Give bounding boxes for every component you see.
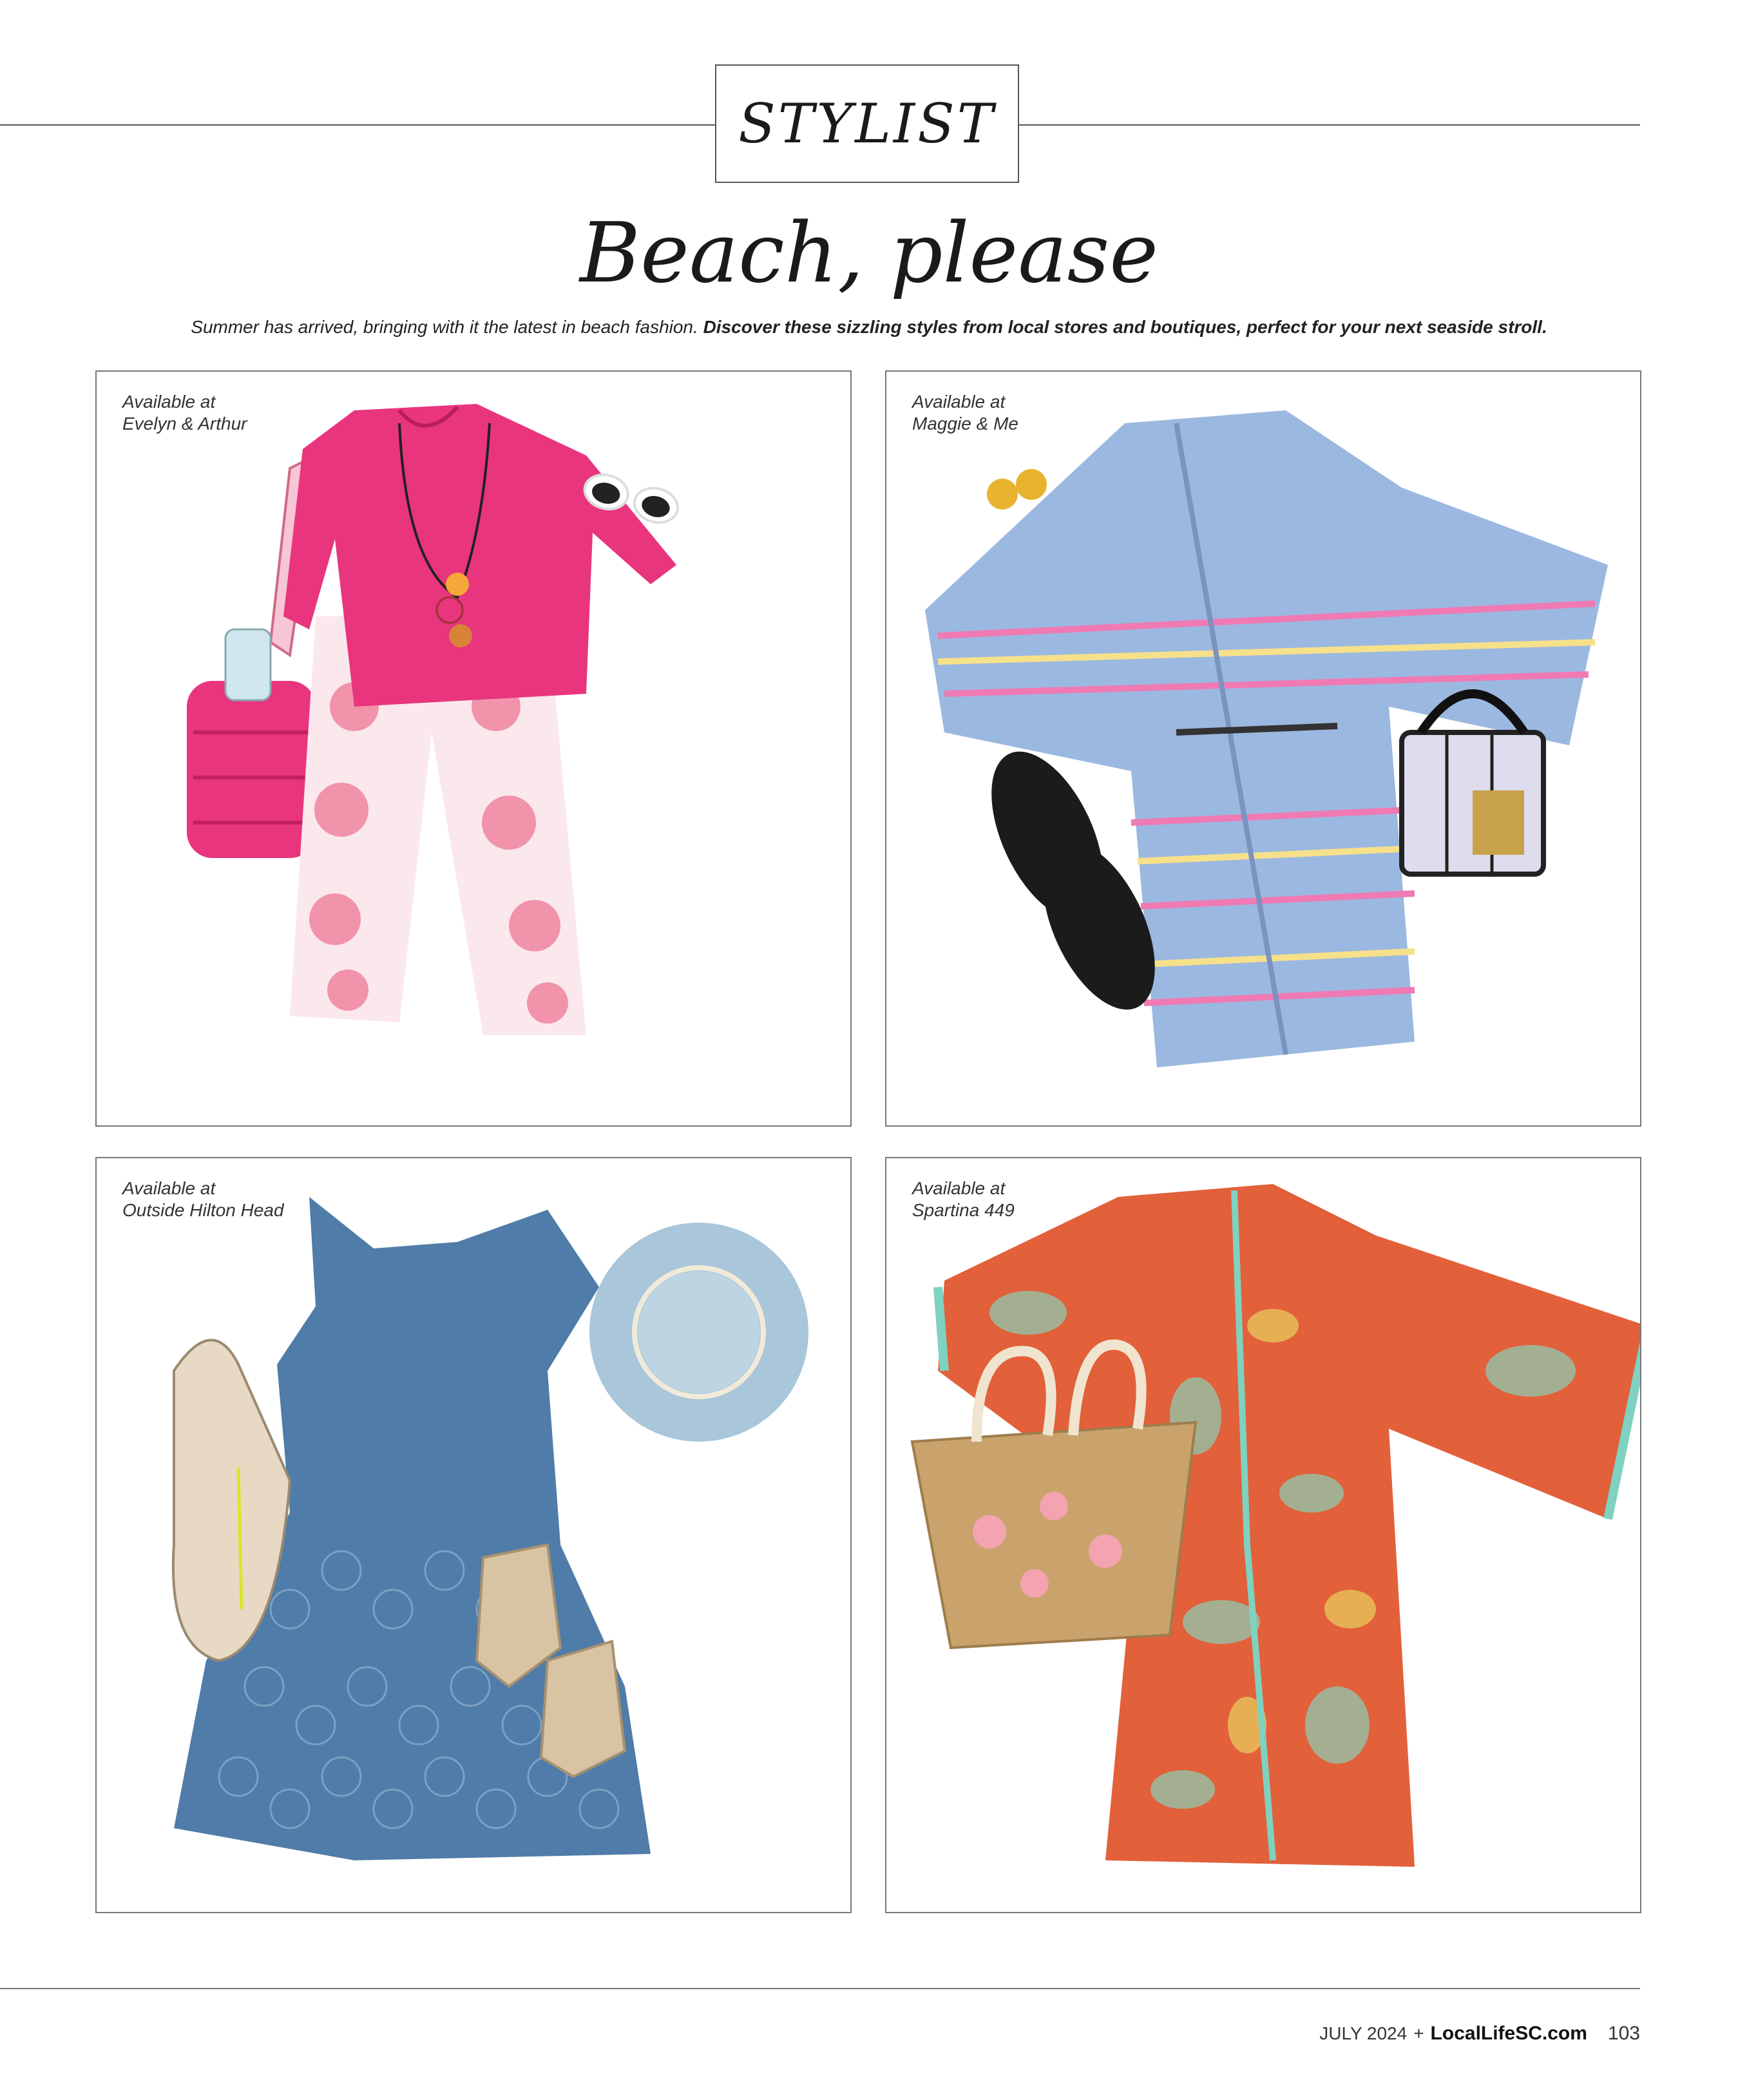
product-panel-spartina-449 <box>885 1157 1641 1913</box>
outfit-illustration-paisley <box>886 1158 1641 1913</box>
store-credit <box>912 391 1018 435</box>
intro-text-regular: Summer has arrived, bringing with it the latest in beach fashion. <box>191 317 698 337</box>
available-at-label: Available at <box>122 392 216 412</box>
product-panel-maggie-me <box>885 370 1641 1127</box>
footer-separator: + <box>1413 2023 1424 2043</box>
outfit-illustration-kimono <box>886 372 1641 1127</box>
store-name: Maggie & Me <box>912 414 1018 434</box>
section-label-box <box>715 64 1019 183</box>
available-at-label: Available at <box>912 1178 1006 1198</box>
product-panel-outside-hilton-head <box>95 1157 852 1913</box>
store-name: Spartina 449 <box>912 1200 1015 1220</box>
store-name: Evelyn & Arthur <box>122 414 247 434</box>
store-credit <box>912 1178 1015 1221</box>
page-number: 103 <box>1607 2023 1640 2044</box>
footer-rule <box>0 1988 1640 1989</box>
intro-text-bold: Discover these sizzling styles from local stores and boutiques, perfect for your next seaside stroll. <box>703 317 1547 337</box>
outfit-illustration-dress <box>97 1158 852 1913</box>
page-title: Beach, please <box>580 205 1158 301</box>
issue-date: JULY 2024 <box>1319 2023 1408 2043</box>
product-panel-evelyn-arthur <box>95 370 852 1127</box>
store-credit <box>122 391 247 435</box>
website-link[interactable]: LocalLifeSC.com <box>1430 2023 1587 2044</box>
available-at-label: Available at <box>122 1178 216 1198</box>
store-credit <box>122 1178 284 1221</box>
intro-text <box>0 317 1738 338</box>
outfit-illustration-pink <box>97 372 852 1127</box>
page-footer <box>1319 2023 1640 2045</box>
section-label: STYLIST <box>738 92 996 155</box>
available-at-label: Available at <box>912 392 1006 412</box>
store-name: Outside Hilton Head <box>122 1200 284 1220</box>
